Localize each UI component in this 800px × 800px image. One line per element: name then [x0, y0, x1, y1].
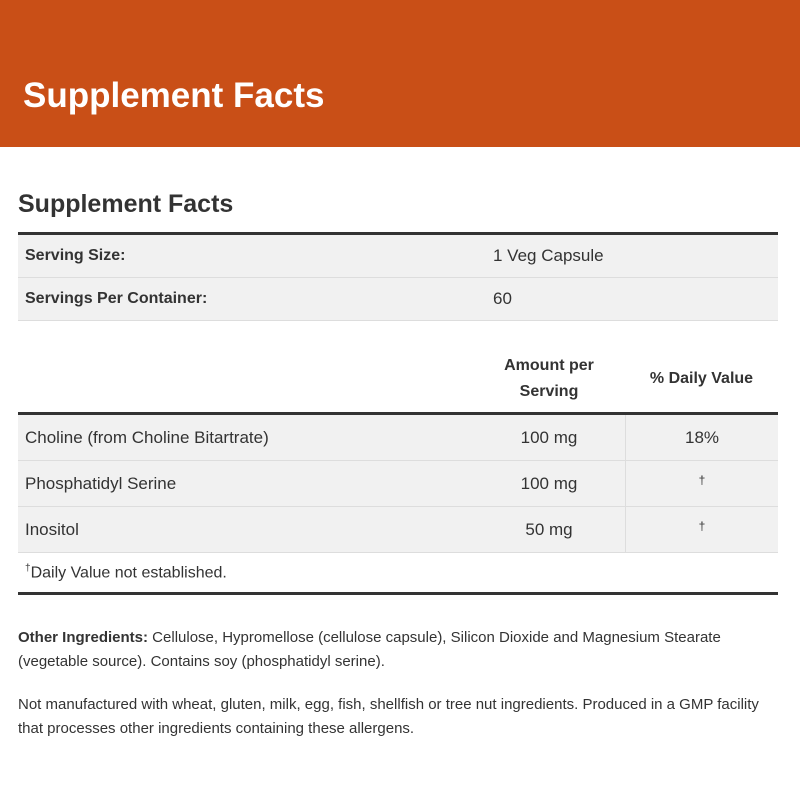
- serving-size-value: 1 Veg Capsule: [493, 246, 604, 265]
- nutrient-name: Choline (from Choline Bitartrate): [25, 427, 269, 447]
- other-ingredients-label: Other Ingredients:: [18, 629, 149, 646]
- nutrient-row: [18, 461, 778, 507]
- other-ingredients: [18, 626, 783, 674]
- nutrient-dv: †: [625, 461, 778, 506]
- nutrient-row: [18, 507, 778, 553]
- daily-value-header: % Daily Value: [649, 369, 754, 387]
- header-banner: [0, 0, 800, 147]
- serving-size-row: [18, 235, 778, 278]
- footnote-row: [18, 553, 778, 595]
- serving-size-label: Serving Size:: [25, 247, 126, 264]
- banner-title: Supplement Facts: [23, 76, 325, 115]
- nutrient-header-row: [18, 345, 778, 415]
- nutrient-dv: †: [625, 507, 778, 552]
- other-ingredients-text: Cellulose, Hypromellose (cellulose capsule), Silicon Dioxide and Magnesium Stearate (vegetable source). Contains soy (phosphatidyl serine).: [18, 629, 721, 670]
- servings-per-container-label: Servings Per Container:: [25, 290, 208, 307]
- servings-per-container-value: 60: [493, 289, 512, 308]
- nutrient-amount: 100 mg: [520, 427, 578, 447]
- nutrient-name: Phosphatidyl Serine: [25, 473, 177, 493]
- nutrient-table: [18, 345, 778, 595]
- nutrient-dv: 18%: [625, 415, 778, 460]
- nutrient-amount: 100 mg: [520, 473, 578, 493]
- servings-per-container-row: [18, 278, 778, 321]
- nutrient-amount: 50 mg: [525, 519, 573, 539]
- nutrient-name: Inositol: [25, 519, 79, 539]
- section-title: Supplement Facts: [18, 190, 234, 218]
- dagger-mark: †: [25, 562, 31, 574]
- allergen-note: Not manufactured with wheat, gluten, milk, egg, fish, shellfish or tree nut ingredients. Produced in a GMP facility that processes other ingredients containing these allergens.: [18, 696, 759, 737]
- nutrient-row: [18, 415, 778, 461]
- serving-table: [18, 232, 778, 321]
- footnote-text: Daily Value not established.: [30, 564, 227, 582]
- amount-header: Amount per Serving: [504, 356, 594, 400]
